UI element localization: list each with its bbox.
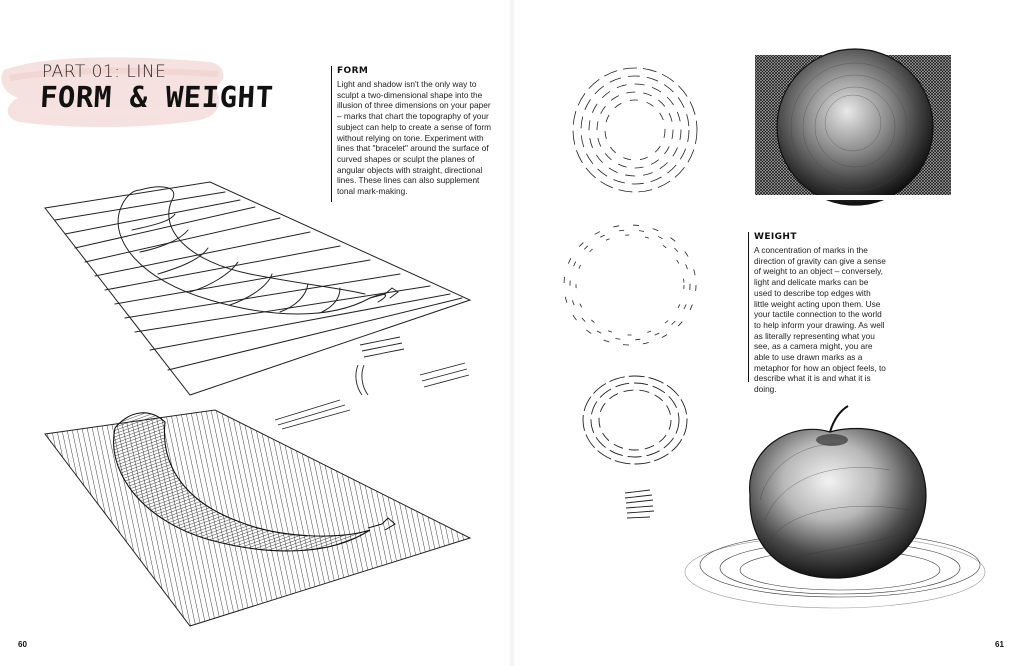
form-heading: FORM (337, 66, 369, 76)
weight-heading: WEIGHT (754, 232, 797, 242)
book-gutter (508, 0, 516, 666)
page-number-right: 61 (995, 640, 1004, 649)
chapter-title: FORM & WEIGHT (39, 80, 275, 114)
ring-mark-study-middle (555, 215, 705, 355)
weight-section (748, 232, 886, 395)
weight-section-rule (748, 232, 749, 382)
apple-sketch (690, 400, 1000, 610)
banana-hatched-sketch (40, 400, 480, 630)
weight-body: A concentration of marks in the direction of gravity can give a sense of weight to an object – conversely, light and delicate marks can be used to describe top edges with little weight acting upon them. Use your tactile connection to the world to help inform your drawing. As well as literally representing what you see, as a camera might, you are able to use drawn marks as a metaphor for how an object feels, to describe what it is and what it is doing. (754, 245, 886, 395)
ring-mark-study-bottom (578, 370, 693, 470)
shaded-sphere-drawing (755, 55, 955, 200)
ring-mark-study-top (560, 55, 710, 205)
page-number-left: 60 (18, 640, 27, 649)
small-mark-cluster (620, 488, 660, 528)
part-label: PART 01: LINE (42, 62, 167, 82)
form-body: Light and shadow isn't the only way to sculpt a two-dimensional shape into the illusion of three dimensions on your paper – marks that chart the topography of your subject can help to create a sense of form without relying on tone. Experiment with lines that "bracelet" around the surface of curved shapes or sculpt the planes of angular objects with straight, directional lines. These lines can also supplement tonal mark-making. (337, 79, 492, 197)
